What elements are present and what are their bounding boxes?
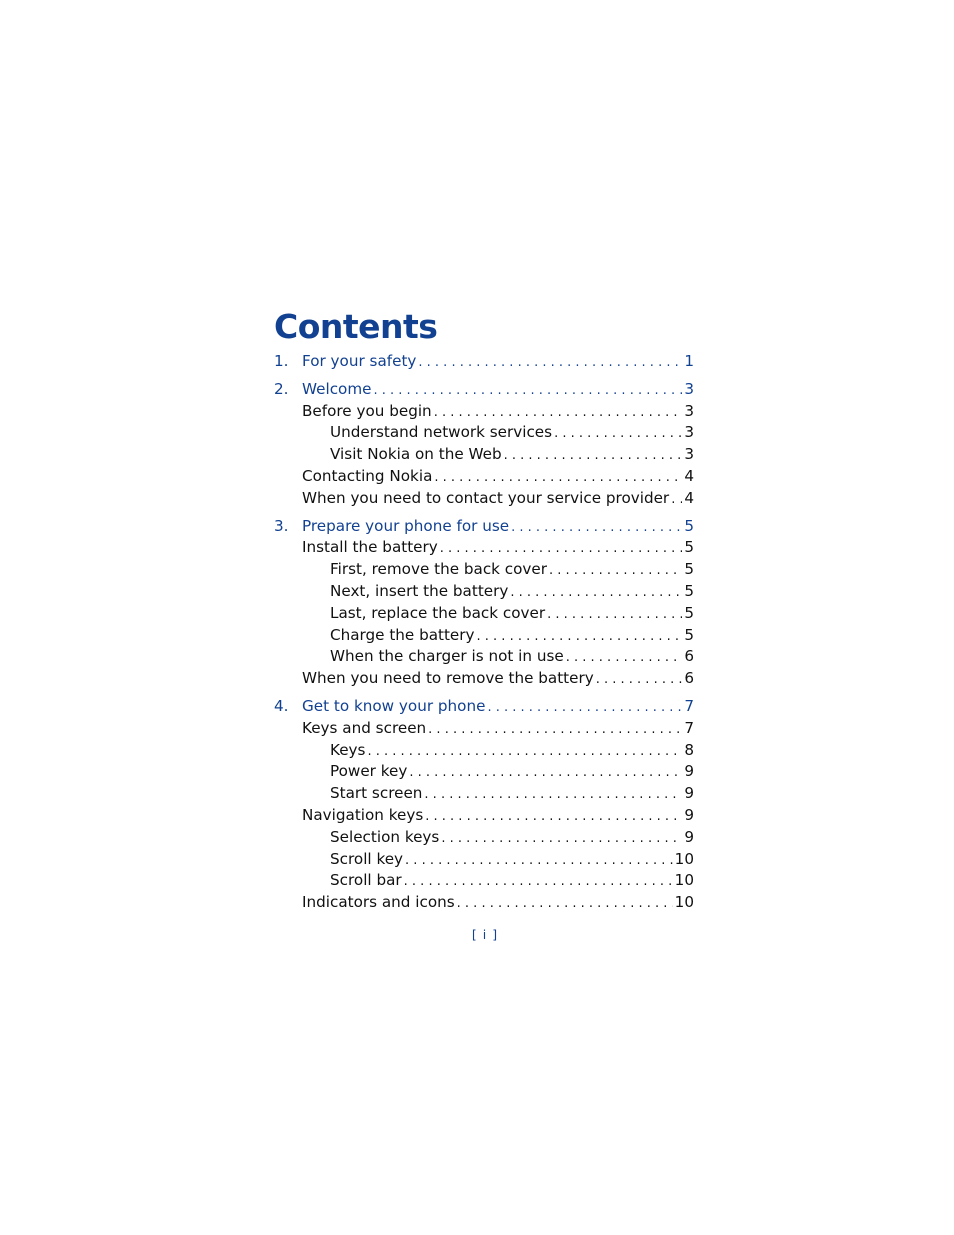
dot-leader bbox=[671, 489, 682, 511]
entry-page-number: 3 bbox=[684, 423, 694, 442]
dot-leader bbox=[457, 893, 673, 915]
entry-label: Scroll bar bbox=[330, 871, 402, 890]
entry-label: For your safety bbox=[302, 352, 417, 370]
chapter-number: 4. bbox=[274, 696, 289, 715]
entry-label: When you need to remove the battery bbox=[302, 669, 594, 688]
entry-page-number: 4 bbox=[684, 488, 694, 507]
dot-leader bbox=[405, 850, 673, 872]
chapter-number: 1. bbox=[274, 352, 289, 370]
dot-leader bbox=[434, 402, 683, 424]
page-number: [ i ] bbox=[471, 927, 499, 942]
toc-entry[interactable] bbox=[274, 827, 694, 849]
entry-label: Before you begin bbox=[302, 401, 432, 420]
entry-page-number: 7 bbox=[684, 696, 694, 715]
entry-label: Next, insert the battery bbox=[330, 581, 509, 600]
dot-leader bbox=[510, 582, 682, 604]
dot-leader bbox=[404, 871, 673, 893]
entry-page-number: 10 bbox=[674, 893, 694, 912]
dot-leader bbox=[367, 741, 682, 763]
chapter-number: 3. bbox=[274, 516, 289, 535]
dot-leader bbox=[554, 423, 682, 445]
entry-label: Start screen bbox=[330, 784, 423, 803]
toc-entry[interactable] bbox=[274, 761, 694, 783]
toc-entry[interactable] bbox=[274, 646, 694, 668]
table-of-contents bbox=[274, 305, 694, 914]
entry-label: Install the battery bbox=[302, 538, 438, 557]
entry-page-number: 4 bbox=[684, 466, 694, 485]
page-title: Contents bbox=[274, 307, 438, 346]
toc-entry[interactable] bbox=[274, 581, 694, 603]
entry-page-number: 8 bbox=[684, 740, 694, 759]
dot-leader bbox=[440, 538, 683, 560]
entry-label: Get to know your phone bbox=[302, 696, 486, 715]
dot-leader bbox=[566, 647, 683, 669]
entry-page-number: 10 bbox=[674, 871, 694, 890]
dot-leader bbox=[511, 517, 682, 539]
entry-label: Welcome bbox=[302, 379, 372, 398]
entry-page-number: 3 bbox=[684, 379, 694, 398]
dot-leader bbox=[441, 828, 682, 850]
dot-leader bbox=[596, 669, 683, 691]
entry-page-number: 10 bbox=[674, 849, 694, 868]
entry-label: Last, replace the back cover bbox=[330, 603, 546, 622]
entry-label: Scroll key bbox=[330, 849, 404, 868]
entry-label: Selection keys bbox=[330, 827, 440, 846]
toc-entry[interactable] bbox=[274, 892, 694, 914]
toc-entry[interactable] bbox=[274, 444, 694, 466]
entry-label: Indicators and icons bbox=[302, 893, 455, 912]
entry-page-number: 6 bbox=[684, 669, 694, 688]
toc-entry[interactable] bbox=[274, 740, 694, 762]
toc-entry[interactable] bbox=[274, 537, 694, 559]
entry-label: Navigation keys bbox=[302, 805, 424, 824]
dot-leader bbox=[428, 719, 682, 741]
toc-entry[interactable] bbox=[274, 870, 694, 892]
toc-entry[interactable] bbox=[274, 783, 694, 805]
entry-page-number: 5 bbox=[684, 625, 694, 644]
entry-page-number: 3 bbox=[684, 445, 694, 464]
entry-page-number: 5 bbox=[684, 516, 694, 535]
dot-leader bbox=[547, 604, 682, 626]
entry-page-number: 5 bbox=[684, 603, 694, 622]
entry-label: Power key bbox=[330, 762, 408, 781]
entry-page-number: 1 bbox=[684, 352, 694, 370]
entry-page-number: 6 bbox=[684, 647, 694, 666]
entry-label: First, remove the back cover bbox=[330, 560, 548, 579]
entry-label: Visit Nokia on the Web bbox=[330, 445, 502, 464]
entry-page-number: 3 bbox=[684, 401, 694, 420]
entry-label: Keys and screen bbox=[302, 718, 427, 737]
entry-label: Prepare your phone for use bbox=[302, 516, 510, 535]
entry-page-number: 9 bbox=[684, 805, 694, 824]
toc-entry[interactable] bbox=[274, 805, 694, 827]
dot-leader bbox=[487, 697, 682, 719]
entry-label: Charge the battery bbox=[330, 625, 475, 644]
entry-label: When the charger is not in use bbox=[330, 647, 564, 666]
toc-entry[interactable] bbox=[274, 488, 694, 510]
chapter-number: 2. bbox=[274, 379, 289, 398]
entry-label: When you need to contact your service provider bbox=[302, 488, 670, 507]
toc-chapter-entry[interactable] bbox=[274, 516, 694, 538]
dot-leader bbox=[504, 445, 683, 467]
entry-label: Keys bbox=[330, 740, 366, 759]
entry-page-number: 9 bbox=[684, 827, 694, 846]
toc-entry[interactable] bbox=[274, 401, 694, 423]
toc-chapter-entry[interactable] bbox=[274, 351, 694, 373]
toc-entry[interactable] bbox=[274, 559, 694, 581]
entry-label: Understand network services bbox=[330, 423, 553, 442]
entry-page-number: 7 bbox=[684, 718, 694, 737]
dot-leader bbox=[409, 762, 682, 784]
entry-page-number: 9 bbox=[684, 784, 694, 803]
toc-entry[interactable] bbox=[274, 466, 694, 488]
dot-leader bbox=[425, 806, 682, 828]
toc-entry[interactable] bbox=[274, 718, 694, 740]
dot-leader bbox=[418, 352, 682, 374]
toc-chapter-entry[interactable] bbox=[274, 379, 694, 401]
toc-entry[interactable] bbox=[274, 625, 694, 647]
entry-label: Contacting Nokia bbox=[302, 466, 433, 485]
entry-page-number: 9 bbox=[684, 762, 694, 781]
dot-leader bbox=[549, 560, 682, 582]
toc-list bbox=[274, 351, 694, 914]
dot-leader bbox=[434, 467, 682, 489]
toc-entry[interactable] bbox=[274, 849, 694, 871]
toc-entry[interactable] bbox=[274, 668, 694, 690]
entry-page-number: 5 bbox=[684, 581, 694, 600]
dot-leader bbox=[477, 626, 683, 648]
toc-chapter-entry[interactable] bbox=[274, 696, 694, 718]
entry-page-number: 5 bbox=[684, 560, 694, 579]
dot-leader bbox=[424, 784, 682, 806]
toc-entry[interactable] bbox=[274, 603, 694, 625]
toc-entry[interactable] bbox=[274, 422, 694, 444]
entry-page-number: 5 bbox=[684, 538, 694, 557]
dot-leader bbox=[373, 380, 682, 402]
